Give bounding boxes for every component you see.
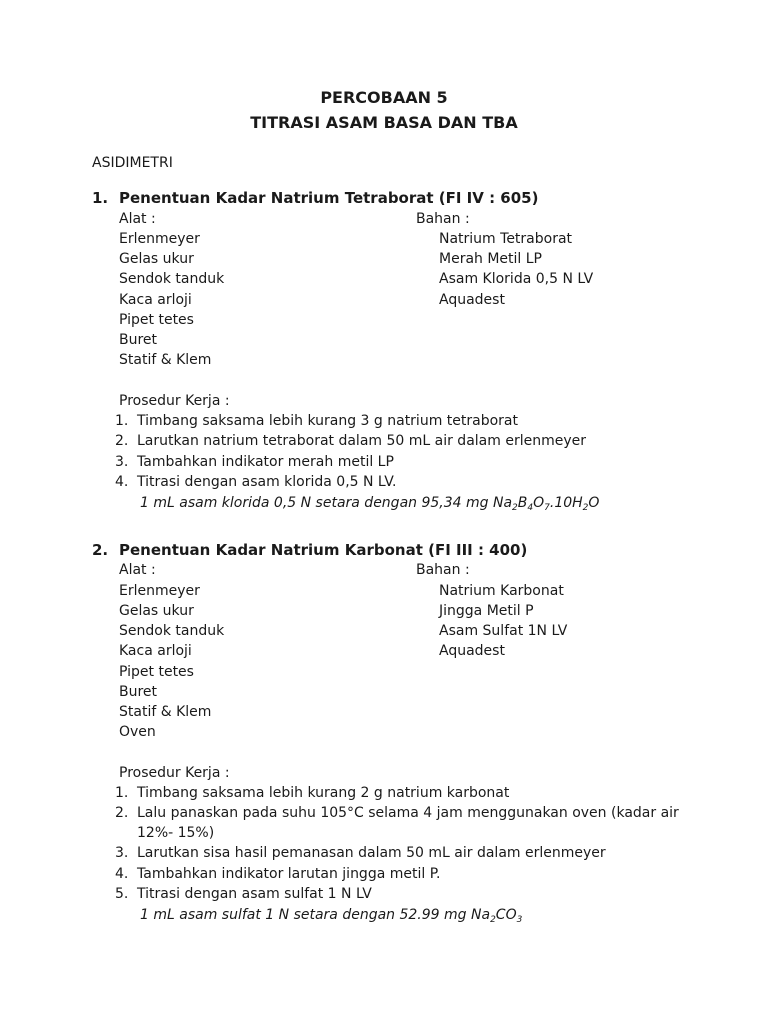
part-2-step [115,864,440,884]
part-2-step [115,783,509,803]
part-2-alat-item: Erlenmeyer [119,583,200,599]
step-text: Larutkan sisa hasil pemanasan dalam 50 mL air dalam erlenmeyer [137,845,606,861]
step-text: Titrasi dengan asam klorida 0,5 N LV. [137,474,397,490]
step-text: Titrasi dengan asam sulfat 1 N LV [137,886,372,902]
part-2-alat-item: Pipet tetes [119,664,194,680]
part-2-step-continuation: 12%- 15%) [137,825,215,841]
part-1-alat-item: Pipet tetes [119,312,194,328]
step-number: 1. [115,413,129,429]
section-heading: ASIDIMETRI [92,155,173,171]
part-1-bahan-item: Asam Klorida 0,5 N LV [439,271,594,287]
step-number: 4. [115,474,129,490]
part-1-alat-item: Buret [119,332,158,348]
part-1-step [115,472,396,492]
part-2-alat-item: Oven [119,724,156,740]
part-2-alat-item: Kaca arloji [119,643,192,659]
step-number: 4. [115,866,129,882]
part-1-step [115,452,394,472]
step-text: Timbang saksama lebih kurang 3 g natrium tetraborat [137,413,518,429]
step-number: 3. [115,845,129,861]
part-2-alat-item: Statif & Klem [119,704,212,720]
part-2-prosedur-label: Prosedur Kerja : [119,765,230,781]
part-1-heading: Penentuan Kadar Natrium Tetraborat (FI IV : 605) [119,189,539,207]
part-1-alat-label: Alat : [119,211,156,227]
part-1-number: 1. [92,189,109,207]
part-1-bahan-item: Natrium Tetraborat [439,231,573,247]
part-2-number: 2. [92,541,109,559]
part-1-bahan-label: Bahan : [416,211,470,227]
part-1-bahan-item: Aquadest [439,292,505,308]
part-1-bahan-item: Merah Metil LP [439,251,543,267]
part-1-step [115,411,518,431]
part-2-heading: Penentuan Kadar Natrium Karbonat (FI III : 400) [119,541,528,559]
part-2-step [115,803,679,823]
part-2-step [115,884,372,904]
part-1-alat-item: Sendok tanduk [119,271,225,287]
step-text: Lalu panaskan pada suhu 105°C selama 4 jam menggunakan oven (kadar air [137,805,679,821]
part-1-alat-item: Erlenmeyer [119,231,200,247]
part-2-bahan-item: Jingga Metil P [439,603,534,619]
step-text: Larutkan natrium tetraborat dalam 50 mL air dalam erlenmeyer [137,433,586,449]
part-2-alat-label: Alat : [119,562,156,578]
step-number: 3. [115,454,129,470]
part-1-alat-item: Statif & Klem [119,352,212,368]
part-1-step [115,431,586,451]
document-subtitle: TITRASI ASAM BASA DAN TBA [250,113,518,132]
step-number: 2. [115,805,129,821]
part-2-alat-item: Sendok tanduk [119,623,225,639]
part-1-prosedur-label: Prosedur Kerja : [119,393,230,409]
part-1-equivalence-formula: 1 mL asam klorida 0,5 N setara dengan 95,34 mg $Na_2B_4O_7.10H_2O$ [140,495,600,513]
part-2-bahan-label: Bahan : [416,562,470,578]
step-number: 2. [115,433,129,449]
part-1-alat-item: Kaca arloji [119,292,192,308]
part-1-alat-item: Gelas ukur [119,251,194,267]
step-text: Tambahkan indikator larutan jingga metil P. [137,866,441,882]
part-2-equivalence-formula: 1 mL asam sulfat 1 N setara dengan 52.99 mg $Na_2CO_3$ [140,907,523,925]
part-2-alat-item: Gelas ukur [119,603,194,619]
part-2-bahan-item: Natrium Karbonat [439,583,564,599]
part-2-step [115,843,606,863]
step-number: 5. [115,886,129,902]
part-2-alat-item: Buret [119,684,158,700]
step-text: Timbang saksama lebih kurang 2 g natrium karbonat [137,785,510,801]
document-title: PERCOBAAN 5 [320,88,448,107]
step-text: Tambahkan indikator merah metil LP [137,454,394,470]
part-2-bahan-item: Aquadest [439,643,505,659]
step-number: 1. [115,785,129,801]
part-2-bahan-item: Asam Sulfat 1N LV [439,623,568,639]
